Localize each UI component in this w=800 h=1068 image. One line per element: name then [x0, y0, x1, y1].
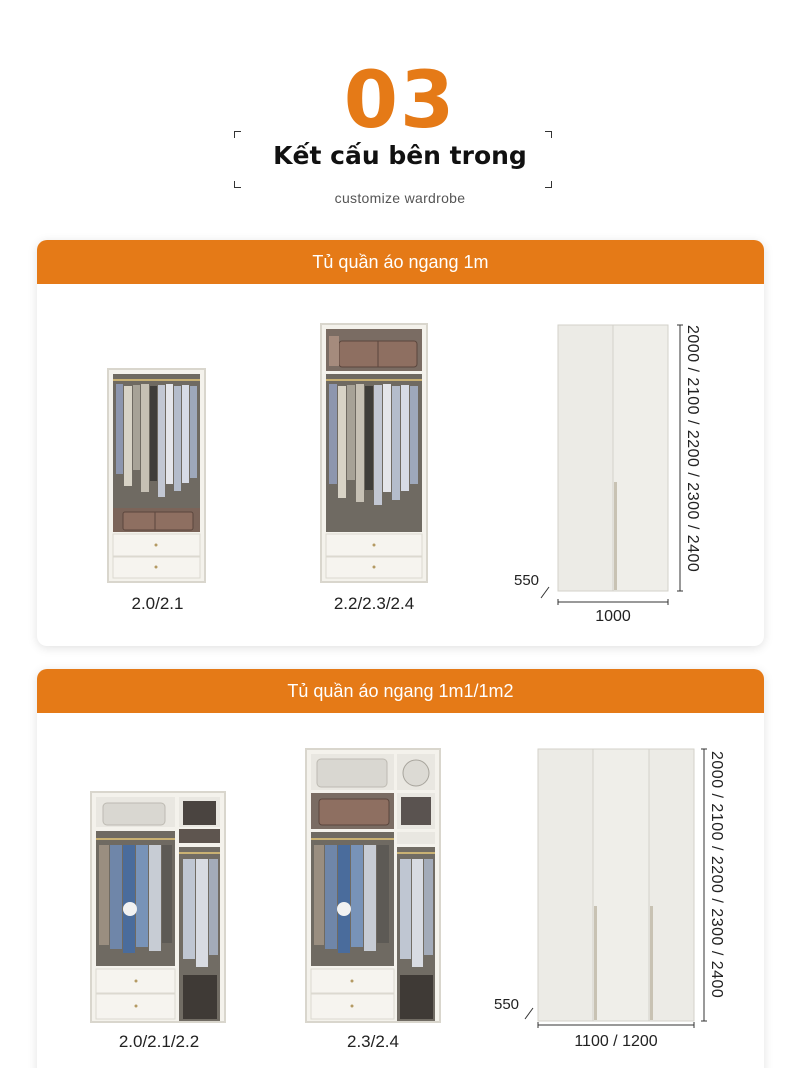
- wardrobe-interior-illustration: [37, 669, 764, 1068]
- frame-corner-icon: [234, 181, 241, 188]
- section-number: 03: [343, 66, 457, 128]
- variant-label: 2.0/2.1/2.2: [118, 1032, 200, 1051]
- variant-label: 2.2/2.3/2.4: [333, 594, 415, 613]
- wardrobe-2-0-illustration: [108, 369, 205, 582]
- section-title: Tủ quần áo ngang 1m: [37, 240, 764, 284]
- section-1m: [37, 240, 764, 646]
- variant-label: 2.3/2.4: [347, 1032, 399, 1051]
- page-title: Kết cấu bên trong: [273, 141, 527, 170]
- width-dimension: 1000: [595, 608, 631, 625]
- variant-label: 2.0/2.1: [131, 594, 184, 613]
- width-dimension: 1100 / 1200: [574, 1033, 658, 1050]
- section-title: Tủ quần áo ngang 1m1/1m2: [37, 669, 764, 713]
- depth-dimension: 550: [494, 996, 520, 1013]
- wardrobe-closed-3door-illustration: [525, 749, 707, 1028]
- depth-dimension: 550: [514, 572, 540, 589]
- page-subtitle: customize wardrobe: [334, 190, 466, 206]
- frame-corner-icon: [545, 131, 552, 138]
- height-dimension: 2000 / 2100 / 2200 / 2300 / 2400: [708, 751, 725, 999]
- wardrobe-2-0-wide-illustration: [91, 792, 225, 1022]
- frame-corner-icon: [545, 181, 552, 188]
- wardrobe-2-2-illustration: [321, 324, 427, 582]
- wardrobe-closed-illustration: [541, 325, 683, 605]
- page-header: [0, 0, 800, 225]
- frame-corner-icon: [234, 131, 241, 138]
- section-1m1-1m2: [37, 669, 764, 1068]
- height-dimension: 2000 / 2100 / 2200 / 2300 / 2400: [684, 325, 701, 573]
- wardrobe-interior-illustration: [37, 240, 764, 646]
- wardrobe-2-3-wide-illustration: [306, 749, 440, 1022]
